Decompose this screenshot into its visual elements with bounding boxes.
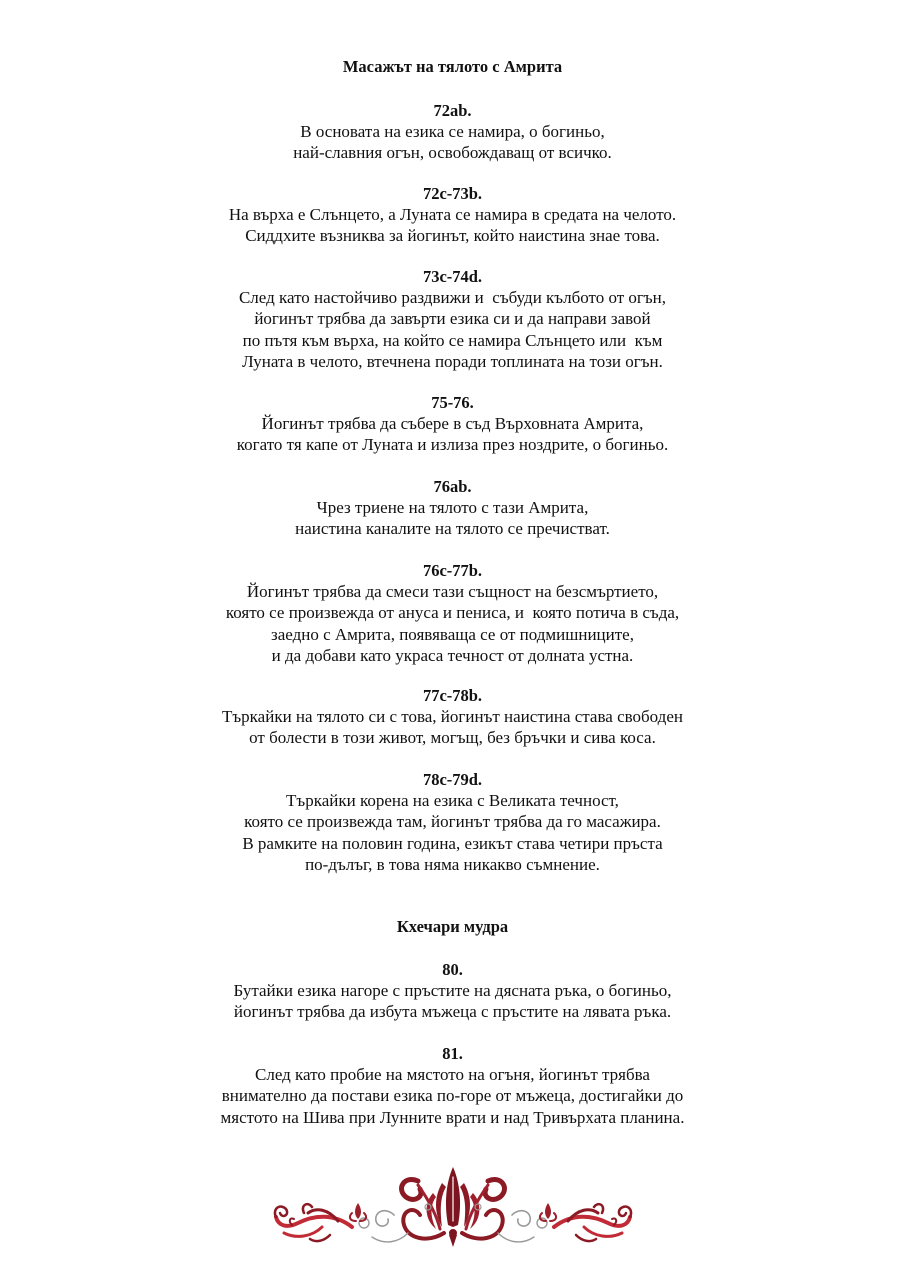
verse-line: когато тя капе от Луната и излиза през ноздрите, о богиньо. xyxy=(236,435,669,455)
verse-block xyxy=(0,393,905,456)
verse-line: и да добави като украса течност от долната устна. xyxy=(271,645,634,665)
verse-number: 77c-78b. xyxy=(422,686,483,705)
verse-line: внимателно да постави езика по-горе от мъжеца, достигайки до xyxy=(221,1086,684,1106)
verse-line: След като настойчиво раздвижи и събуди кълбото от огън, xyxy=(238,288,667,307)
verse-block xyxy=(0,477,905,540)
section-title: Кхечари мудра xyxy=(396,917,509,936)
verse-line: йогинът трябва да завърти езика си и да направи завой xyxy=(254,309,651,329)
verse-line: която се произвежда там, йогинът трябва да го масажира. xyxy=(244,812,661,832)
verse-lines xyxy=(0,497,905,540)
verse-lines xyxy=(0,980,905,1023)
verse-line: йогинът трябва да избута мъжеца с пръстите на лявата ръка. xyxy=(233,1002,672,1022)
verse-line: Търкайки на тялото си с това, йогинът наистина става свободен xyxy=(222,707,683,726)
verse-number: 80. xyxy=(442,960,463,979)
verse-number: 72c-73b. xyxy=(422,184,483,203)
section-title: Масажът на тялото с Амрита xyxy=(342,57,563,76)
verse-block xyxy=(0,770,905,875)
verse-line: Луната в челото, втечнена поради топлината на този огън. xyxy=(242,351,663,371)
verse-line: от болести в този живот, могъщ, без бръчки и сива коса. xyxy=(249,728,656,748)
verse-line: Бутайки езика нагоре с пръстите на дясната ръка, о богиньо, xyxy=(233,981,672,1000)
verse-line: Търкайки корена на езика с Великата течност, xyxy=(286,791,619,810)
verse-line: наистина каналите на тялото се пречистват. xyxy=(295,519,610,539)
verse-lines xyxy=(0,287,905,372)
verse-lines xyxy=(0,204,905,247)
verse-line: по пътя към върха, на който се намира Слънцето или към xyxy=(242,330,663,350)
verse-lines xyxy=(0,413,905,456)
verse-block xyxy=(0,686,905,749)
verse-number: 73c-74d. xyxy=(422,267,483,286)
verse-line: която се произвежда от ануса и пениса, и която потича в съда, xyxy=(225,603,680,623)
verse-number: 75-76. xyxy=(431,393,474,412)
verse-line: Йогинът трябва да смеси тази същност на безсмъртието, xyxy=(246,582,659,601)
verse-lines xyxy=(0,581,905,666)
verse-block xyxy=(0,960,905,1023)
verse-line: Чрез триене на тялото с тази Амрита, xyxy=(316,498,589,517)
verse-line: мястото на Шива при Лунните врати и над Тривърхата планина. xyxy=(220,1107,685,1127)
verse-line: След като пробие на мястото на огъня, йогинът трябва xyxy=(255,1065,650,1084)
verse-line: Сиддхите възниква за йогинът, който наистина знае това. xyxy=(245,226,660,246)
verse-line: Йогинът трябва да събере в съд Върховната Амрита, xyxy=(261,414,644,433)
verse-lines xyxy=(0,706,905,749)
verse-number: 76c-77b. xyxy=(422,561,483,580)
verse-line: На върха е Слънцето, а Луната се намира в средата на челото. xyxy=(228,205,677,224)
verse-lines xyxy=(0,121,905,164)
verse-number: 78c-79d. xyxy=(422,770,483,789)
verse-line: заедно с Амрита, появяваща се от подмишниците, xyxy=(271,624,634,644)
verse-block xyxy=(0,1044,905,1128)
verse-number: 72ab. xyxy=(433,101,472,120)
verse-number: 76ab. xyxy=(433,477,472,496)
floral-flourish-ornament-icon xyxy=(268,1163,638,1249)
verse-line: В основата на езика се намира, о богиньо, xyxy=(300,122,605,141)
verse-block xyxy=(0,561,905,666)
verse-block xyxy=(0,267,905,372)
verse-number: 81. xyxy=(442,1044,463,1063)
verse-line: най-славния огън, освобождаващ от всичко. xyxy=(293,143,612,163)
verse-lines xyxy=(0,790,905,875)
verse-lines xyxy=(0,1064,905,1128)
verse-line: В рамките на половин година, езикът става четири пръста xyxy=(242,833,663,853)
verse-block xyxy=(0,101,905,164)
verse-block xyxy=(0,184,905,247)
verse-line: по-дълъг, в това няма никакво съмнение. xyxy=(305,854,600,874)
